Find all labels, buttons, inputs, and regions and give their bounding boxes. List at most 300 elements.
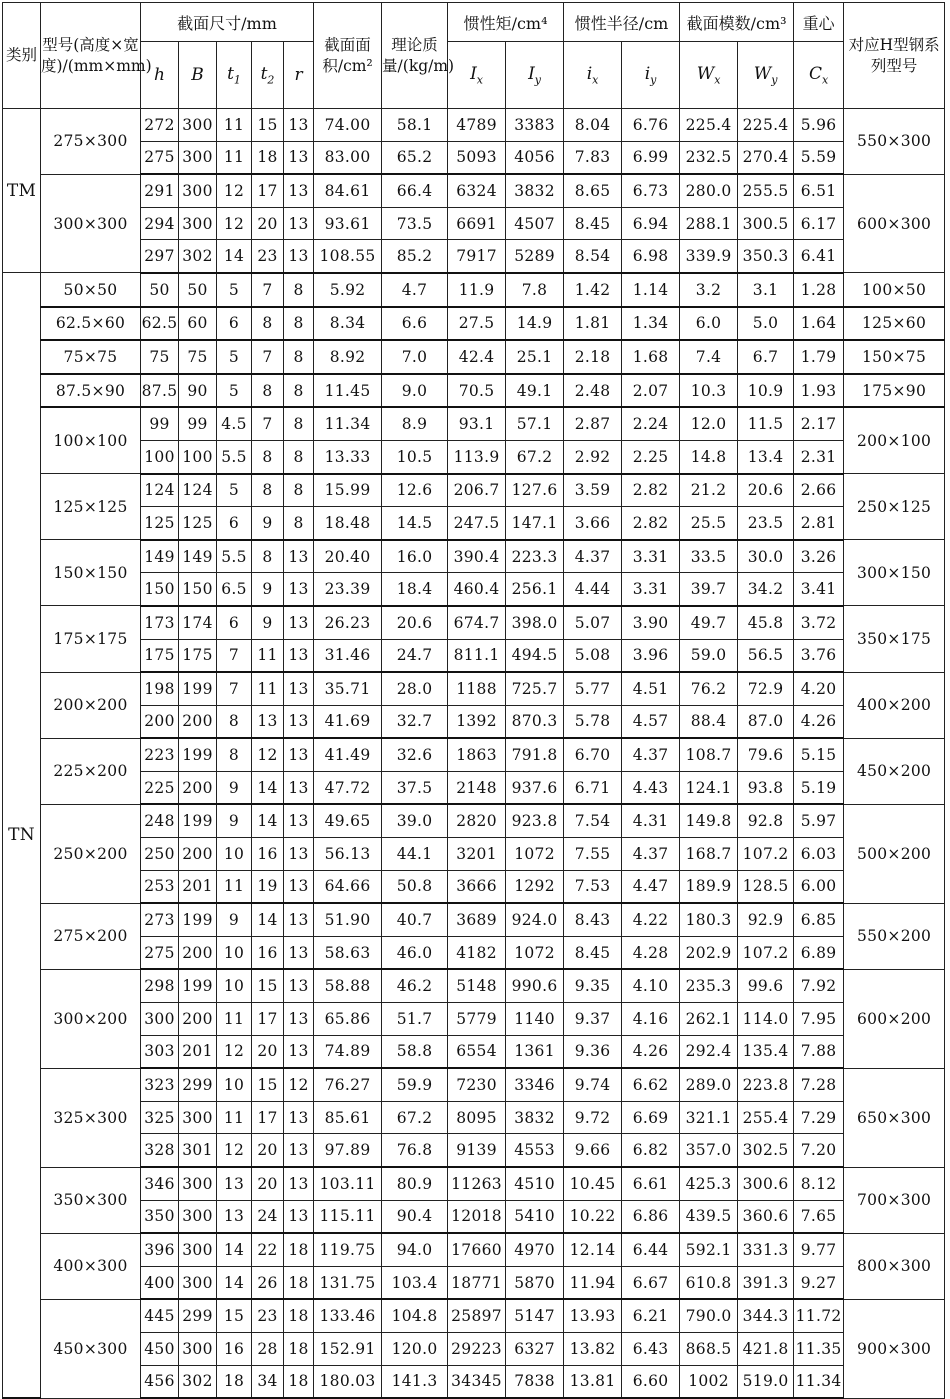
value-cell: 391.3 — [738, 1266, 794, 1299]
value-cell: 13 — [284, 141, 314, 174]
value-cell: 425.3 — [680, 1167, 738, 1200]
value-cell: 39.0 — [382, 804, 448, 837]
value-cell: 13 — [284, 1035, 314, 1068]
value-cell: 6327 — [506, 1332, 564, 1365]
value-cell: 18 — [284, 1299, 314, 1332]
value-cell: 74.00 — [314, 109, 382, 142]
value-cell: 4.7 — [382, 273, 448, 307]
value-cell: 13 — [284, 639, 314, 672]
value-cell: 5289 — [506, 240, 564, 273]
h-series-cell: 400×200 — [844, 672, 945, 738]
header-Wy — [738, 42, 794, 109]
value-cell: 84.61 — [314, 174, 382, 207]
value-cell: 147.1 — [506, 507, 564, 540]
table-row — [3, 804, 945, 837]
value-cell: 201 — [179, 1035, 217, 1068]
value-cell: 149.8 — [680, 804, 738, 837]
table-row — [3, 141, 945, 174]
value-cell: 5 — [217, 474, 252, 507]
value-cell: 8.04 — [564, 109, 622, 142]
value-cell: 11.45 — [314, 374, 382, 408]
value-cell: 128.5 — [738, 870, 794, 903]
value-cell: 300 — [179, 207, 217, 240]
value-cell: 1863 — [448, 738, 506, 771]
value-cell: 19 — [252, 870, 284, 903]
value-cell: 300 — [179, 1167, 217, 1200]
value-cell: 3832 — [506, 1101, 564, 1134]
value-cell: 99 — [179, 407, 217, 440]
value-cell: 6.89 — [794, 936, 844, 969]
value-cell: 2148 — [448, 771, 506, 804]
value-cell: 103.4 — [382, 1266, 448, 1299]
value-cell: 4.37 — [564, 540, 622, 573]
value-cell: 113.9 — [448, 440, 506, 473]
value-cell: 870.3 — [506, 705, 564, 738]
value-cell: 4.37 — [622, 738, 680, 771]
value-cell: 3.1 — [738, 273, 794, 307]
value-cell: 8095 — [448, 1101, 506, 1134]
value-cell: 325 — [141, 1101, 179, 1134]
value-cell: 225.4 — [680, 109, 738, 142]
value-cell: 59.9 — [382, 1068, 448, 1101]
header-t1-main: t — [227, 63, 234, 84]
table-row — [3, 870, 945, 903]
value-cell: 5.78 — [564, 705, 622, 738]
value-cell: 99 — [141, 407, 179, 440]
value-cell: 18.48 — [314, 507, 382, 540]
table-row — [3, 1332, 945, 1365]
value-cell: 10 — [217, 838, 252, 871]
value-cell: 12 — [217, 1035, 252, 1068]
value-cell: 5 — [217, 273, 252, 307]
table-row — [3, 240, 945, 273]
value-cell: 58.1 — [382, 109, 448, 142]
value-cell: 168.7 — [680, 838, 738, 871]
value-cell: 150 — [141, 573, 179, 606]
value-cell: 11 — [217, 109, 252, 142]
value-cell: 339.9 — [680, 240, 738, 273]
value-cell: 49.1 — [506, 374, 564, 408]
model-cell: 75×75 — [41, 340, 141, 374]
value-cell: 124.1 — [680, 771, 738, 804]
value-cell: 811.1 — [448, 639, 506, 672]
value-cell: 350 — [141, 1200, 179, 1233]
value-cell: 5.96 — [794, 109, 844, 142]
value-cell: 199 — [179, 738, 217, 771]
value-cell: 6.6 — [382, 307, 448, 341]
header-r: r — [284, 42, 314, 109]
value-cell: 4.26 — [622, 1035, 680, 1068]
header-t2-main: t — [260, 63, 268, 84]
table-row — [3, 407, 945, 440]
value-cell: 2820 — [448, 804, 506, 837]
h-series-cell: 350×175 — [844, 606, 945, 672]
value-cell: 20.40 — [314, 540, 382, 573]
value-cell: 13 — [284, 771, 314, 804]
value-cell: 5 — [217, 374, 252, 408]
value-cell: 28 — [252, 1332, 284, 1365]
value-cell: 8.92 — [314, 340, 382, 374]
value-cell: 76.8 — [382, 1134, 448, 1167]
value-cell: 4.51 — [622, 672, 680, 705]
value-cell: 13 — [284, 870, 314, 903]
value-cell: 2.87 — [564, 407, 622, 440]
value-cell: 14.9 — [506, 307, 564, 341]
table-row — [3, 440, 945, 473]
value-cell: 6 — [217, 606, 252, 639]
value-cell: 93.61 — [314, 207, 382, 240]
table-row — [3, 838, 945, 871]
value-cell: 4553 — [506, 1134, 564, 1167]
table-row — [3, 573, 945, 606]
value-cell: 13.33 — [314, 440, 382, 473]
value-cell: 11.34 — [314, 407, 382, 440]
table-row — [3, 1200, 945, 1233]
value-cell: 1361 — [506, 1035, 564, 1068]
value-cell: 124 — [179, 474, 217, 507]
header-centroid: 重心 — [794, 3, 844, 42]
value-cell: 26.23 — [314, 606, 382, 639]
header-Wx-main: W — [696, 63, 715, 84]
header-Wy-sub: y — [771, 73, 778, 87]
value-cell: 199 — [179, 969, 217, 1002]
value-cell: 13.4 — [738, 440, 794, 473]
value-cell: 80.9 — [382, 1167, 448, 1200]
value-cell: 3.41 — [794, 573, 844, 606]
value-cell: 13 — [284, 240, 314, 273]
value-cell: 18 — [284, 1233, 314, 1266]
value-cell: 50.8 — [382, 870, 448, 903]
value-cell: 5148 — [448, 969, 506, 1002]
value-cell: 12 — [217, 1134, 252, 1167]
header-model: 型号(高度×宽度)/(mm×mm) — [41, 3, 141, 109]
value-cell: 13 — [284, 1101, 314, 1134]
value-cell: 8.65 — [564, 174, 622, 207]
table-row — [3, 738, 945, 771]
value-cell: 331.3 — [738, 1233, 794, 1266]
value-cell: 8.12 — [794, 1167, 844, 1200]
value-cell: 1072 — [506, 838, 564, 871]
value-cell: 1.42 — [564, 273, 622, 307]
value-cell: 8 — [252, 440, 284, 473]
value-cell: 5.08 — [564, 639, 622, 672]
value-cell: 45.8 — [738, 606, 794, 639]
header-iy — [622, 42, 680, 109]
value-cell: 1.79 — [794, 340, 844, 374]
value-cell: 199 — [179, 672, 217, 705]
value-cell: 14 — [217, 1266, 252, 1299]
value-cell: 75 — [179, 340, 217, 374]
value-cell: 9.36 — [564, 1035, 622, 1068]
value-cell: 299 — [179, 1299, 217, 1332]
h-series-cell: 150×75 — [844, 340, 945, 374]
value-cell: 323 — [141, 1068, 179, 1101]
value-cell: 6.82 — [622, 1134, 680, 1167]
header-inertia: 惯性矩/cm⁴ — [448, 3, 564, 42]
model-cell: 350×300 — [41, 1167, 141, 1233]
value-cell: 6.73 — [622, 174, 680, 207]
table-row — [3, 705, 945, 738]
value-cell: 11 — [217, 870, 252, 903]
value-cell: 70.5 — [448, 374, 506, 408]
value-cell: 297 — [141, 240, 179, 273]
value-cell: 2.24 — [622, 407, 680, 440]
value-cell: 28.0 — [382, 672, 448, 705]
value-cell: 1072 — [506, 936, 564, 969]
header-section-size: 截面尺寸/mm — [141, 3, 314, 42]
value-cell: 253 — [141, 870, 179, 903]
value-cell: 200 — [179, 936, 217, 969]
value-cell: 7 — [217, 672, 252, 705]
value-cell: 16 — [217, 1332, 252, 1365]
value-cell: 12018 — [448, 1200, 506, 1233]
value-cell: 4.28 — [622, 936, 680, 969]
value-cell: 16.0 — [382, 540, 448, 573]
value-cell: 24.7 — [382, 639, 448, 672]
value-cell: 152.91 — [314, 1332, 382, 1365]
table-row — [3, 1266, 945, 1299]
model-cell: 150×150 — [41, 540, 141, 606]
value-cell: 56.13 — [314, 838, 382, 871]
value-cell: 40.7 — [382, 903, 448, 936]
value-cell: 5.15 — [794, 738, 844, 771]
value-cell: 25897 — [448, 1299, 506, 1332]
value-cell: 13 — [284, 606, 314, 639]
value-cell: 23.39 — [314, 573, 382, 606]
value-cell: 13 — [217, 1167, 252, 1200]
value-cell: 9 — [217, 903, 252, 936]
value-cell: 272 — [141, 109, 179, 142]
value-cell: 124 — [141, 474, 179, 507]
table-row — [3, 1167, 945, 1200]
h-series-cell: 600×300 — [844, 174, 945, 273]
value-cell: 4789 — [448, 109, 506, 142]
value-cell: 46.0 — [382, 936, 448, 969]
value-cell: 11 — [252, 639, 284, 672]
value-cell: 14 — [252, 903, 284, 936]
header-Cx — [794, 42, 844, 109]
value-cell: 3.31 — [622, 540, 680, 573]
value-cell: 20.6 — [738, 474, 794, 507]
value-cell: 3.59 — [564, 474, 622, 507]
value-cell: 10.45 — [564, 1167, 622, 1200]
value-cell: 8 — [284, 407, 314, 440]
value-cell: 97.89 — [314, 1134, 382, 1167]
category-cell: TM — [3, 109, 41, 273]
value-cell: 64.66 — [314, 870, 382, 903]
value-cell: 5.77 — [564, 672, 622, 705]
value-cell: 3689 — [448, 903, 506, 936]
value-cell: 6.94 — [622, 207, 680, 240]
value-cell: 94.0 — [382, 1233, 448, 1266]
value-cell: 6.69 — [622, 1101, 680, 1134]
value-cell: 62.5 — [141, 307, 179, 341]
value-cell: 303 — [141, 1035, 179, 1068]
value-cell: 9 — [252, 606, 284, 639]
value-cell: 8 — [217, 705, 252, 738]
value-cell: 79.6 — [738, 738, 794, 771]
header-iy-sub: y — [650, 73, 657, 87]
value-cell: 6.17 — [794, 207, 844, 240]
table-body — [3, 109, 945, 1399]
h-series-cell: 100×50 — [844, 273, 945, 307]
value-cell: 131.75 — [314, 1266, 382, 1299]
header-t1 — [217, 42, 252, 109]
value-cell: 300.6 — [738, 1167, 794, 1200]
value-cell: 255.4 — [738, 1101, 794, 1134]
header-t1-sub: 1 — [233, 73, 241, 87]
value-cell: 13 — [284, 672, 314, 705]
h-series-cell: 450×200 — [844, 738, 945, 804]
h-series-cell: 300×150 — [844, 540, 945, 606]
value-cell: 8 — [284, 340, 314, 374]
value-cell: 328 — [141, 1134, 179, 1167]
value-cell: 2.81 — [794, 507, 844, 540]
table-row — [3, 540, 945, 573]
value-cell: 180.3 — [680, 903, 738, 936]
value-cell: 4.20 — [794, 672, 844, 705]
value-cell: 9.0 — [382, 374, 448, 408]
value-cell: 2.82 — [622, 507, 680, 540]
value-cell: 3832 — [506, 174, 564, 207]
table-row — [3, 903, 945, 936]
value-cell: 421.8 — [738, 1332, 794, 1365]
value-cell: 3.96 — [622, 639, 680, 672]
value-cell: 13 — [284, 1200, 314, 1233]
value-cell: 923.8 — [506, 804, 564, 837]
value-cell: 119.75 — [314, 1233, 382, 1266]
value-cell: 76.27 — [314, 1068, 382, 1101]
value-cell: 300 — [179, 1233, 217, 1266]
value-cell: 300 — [179, 1332, 217, 1365]
value-cell: 460.4 — [448, 573, 506, 606]
table-row — [3, 969, 945, 1002]
model-cell: 100×100 — [41, 407, 141, 473]
value-cell: 5.92 — [314, 273, 382, 307]
value-cell: 15.99 — [314, 474, 382, 507]
value-cell: 450 — [141, 1332, 179, 1365]
value-cell: 5779 — [448, 1003, 506, 1036]
value-cell: 87.5 — [141, 374, 179, 408]
value-cell: 13.81 — [564, 1365, 622, 1398]
model-cell: 400×300 — [41, 1233, 141, 1299]
value-cell: 200 — [141, 705, 179, 738]
value-cell: 13 — [217, 1200, 252, 1233]
value-cell: 13 — [284, 969, 314, 1002]
header-Wx — [680, 42, 738, 109]
value-cell: 9.77 — [794, 1233, 844, 1266]
value-cell: 14 — [252, 804, 284, 837]
value-cell: 302.5 — [738, 1134, 794, 1167]
value-cell: 13 — [284, 109, 314, 142]
value-cell: 13 — [284, 903, 314, 936]
value-cell: 924.0 — [506, 903, 564, 936]
table-row — [3, 1068, 945, 1101]
value-cell: 11.35 — [794, 1332, 844, 1365]
table-row — [3, 307, 945, 341]
value-cell: 2.82 — [622, 474, 680, 507]
value-cell: 6.00 — [794, 870, 844, 903]
header-h-series: 对应H型钢系列型号 — [844, 3, 945, 109]
value-cell: 5.0 — [738, 307, 794, 341]
h-series-cell: 500×200 — [844, 804, 945, 903]
value-cell: 6.5 — [217, 573, 252, 606]
value-cell: 294 — [141, 207, 179, 240]
value-cell: 6.71 — [564, 771, 622, 804]
value-cell: 11.34 — [794, 1365, 844, 1398]
value-cell: 8 — [252, 374, 284, 408]
value-cell: 10 — [217, 969, 252, 1002]
value-cell: 201 — [179, 870, 217, 903]
value-cell: 15 — [252, 969, 284, 1002]
header-category: 类别 — [3, 3, 41, 109]
value-cell: 2.92 — [564, 440, 622, 473]
value-cell: 135.4 — [738, 1035, 794, 1068]
h-series-cell: 650×300 — [844, 1068, 945, 1167]
value-cell: 6.60 — [622, 1365, 680, 1398]
value-cell: 790.0 — [680, 1299, 738, 1332]
value-cell: 49.65 — [314, 804, 382, 837]
value-cell: 11 — [217, 1003, 252, 1036]
value-cell: 6.70 — [564, 738, 622, 771]
value-cell: 357.0 — [680, 1134, 738, 1167]
value-cell: 868.5 — [680, 1332, 738, 1365]
value-cell: 60 — [179, 307, 217, 341]
value-cell: 3.66 — [564, 507, 622, 540]
value-cell: 12 — [284, 1068, 314, 1101]
value-cell: 24 — [252, 1200, 284, 1233]
value-cell: 9.74 — [564, 1068, 622, 1101]
value-cell: 5.5 — [217, 440, 252, 473]
value-cell: 100 — [141, 440, 179, 473]
value-cell: 4.47 — [622, 870, 680, 903]
h-series-cell: 800×300 — [844, 1233, 945, 1299]
value-cell: 1002 — [680, 1365, 738, 1398]
header-Wx-sub: x — [714, 73, 721, 87]
value-cell: 8 — [252, 540, 284, 573]
header-Ix — [448, 42, 506, 109]
value-cell: 8.45 — [564, 207, 622, 240]
value-cell: 13 — [284, 540, 314, 573]
value-cell: 173 — [141, 606, 179, 639]
value-cell: 300 — [179, 109, 217, 142]
value-cell: 13 — [252, 705, 284, 738]
value-cell: 108.7 — [680, 738, 738, 771]
value-cell: 6.41 — [794, 240, 844, 273]
value-cell: 4.10 — [622, 969, 680, 1002]
value-cell: 301 — [179, 1134, 217, 1167]
value-cell: 13 — [284, 1134, 314, 1167]
value-cell: 8.45 — [564, 936, 622, 969]
value-cell: 390.4 — [448, 540, 506, 573]
value-cell: 6.62 — [622, 1068, 680, 1101]
value-cell: 149 — [179, 540, 217, 573]
value-cell: 90 — [179, 374, 217, 408]
header-Iy-sub: y — [534, 73, 542, 87]
value-cell: 15 — [252, 109, 284, 142]
value-cell: 92.9 — [738, 903, 794, 936]
value-cell: 4.57 — [622, 705, 680, 738]
value-cell: 11 — [252, 672, 284, 705]
value-cell: 13 — [284, 573, 314, 606]
value-cell: 189.9 — [680, 870, 738, 903]
value-cell: 44.1 — [382, 838, 448, 871]
header-Cx-sub: x — [821, 73, 829, 87]
value-cell: 1.34 — [622, 307, 680, 341]
header-iy-main: i — [644, 63, 651, 84]
value-cell: 292.4 — [680, 1035, 738, 1068]
value-cell: 7.55 — [564, 838, 622, 871]
